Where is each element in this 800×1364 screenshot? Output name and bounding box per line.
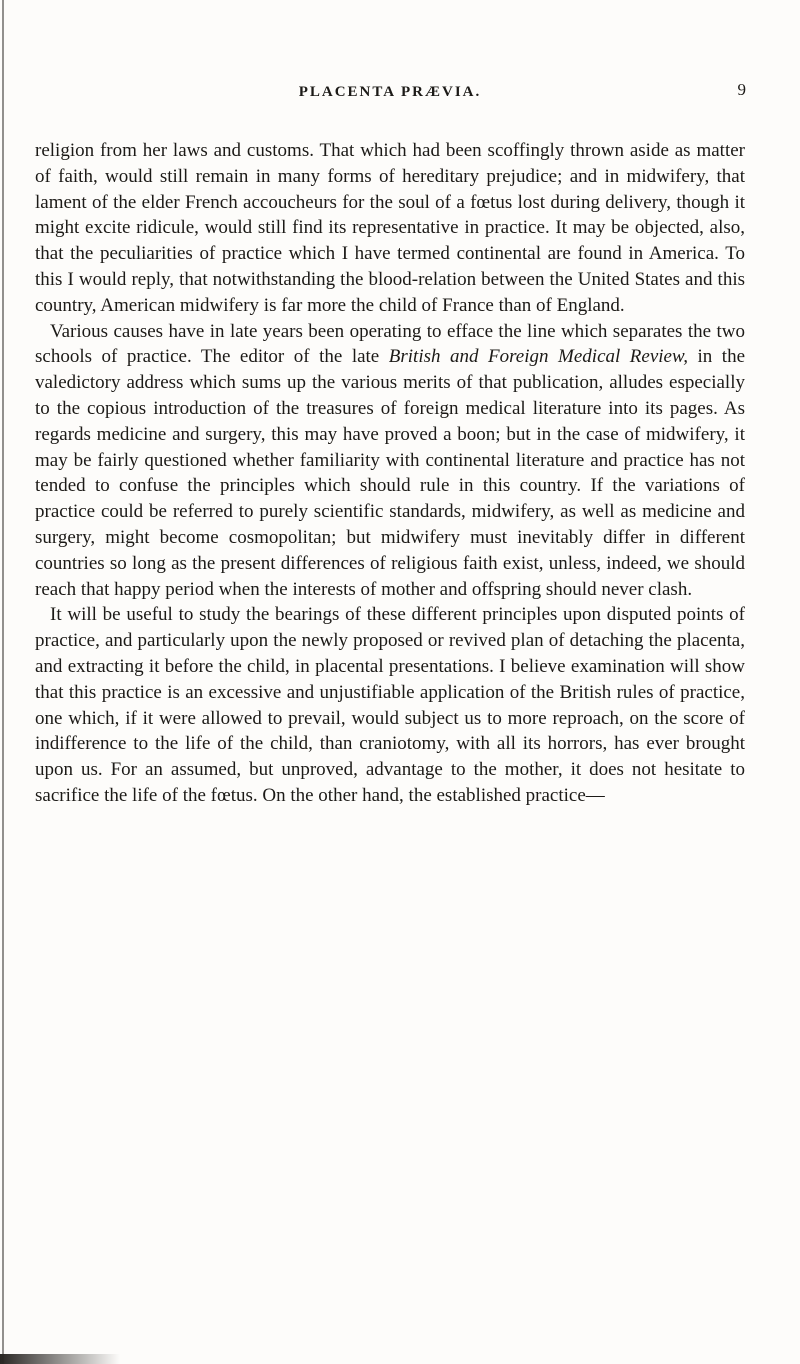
page-bottom-shadow [0, 1354, 120, 1364]
running-head: PLACENTA PRÆVIA. [298, 84, 482, 100]
paragraph-2-lead: Various causes have in late years been operating to efface the line which separates the two schools of practice. The editor of the late [35, 320, 745, 368]
paragraph-2-rest: publication, alludes especially to the copious introduction of the treasures of foreign medical literature into its pages. As regards medicine and surgery, this may have proved a boon; but in the case of midwifery, it may be fairly questioned whether familiarity with continental literature and practice has not tended to confuse the principles which should rule in this country. If the variations of practice could be referred to purely scientific standards, midwifery, as well as medicine and surgery, might become cosmopolitan; but midwifery must inevitably differ in different countries so long as the present differences of religious faith exist, unless, indeed, we should reach that happy period when the interests of mother and offspring should never clash. [35, 372, 745, 600]
page-number: 9 [737, 80, 746, 99]
page-gutter-edge [2, 0, 4, 1364]
paragraph-2-middle: in the valedictory address which sums up the various merits of that [35, 346, 746, 394]
paragraph-2 [35, 319, 745, 603]
page-header [32, 80, 748, 114]
journal-title: British and Foreign Medical Review, [388, 346, 688, 368]
paragraph-1: religion from her laws and customs. That which had been scoffingly thrown aside as matter of faith, would still remain in many forms of hereditary prejudice; and in midwifery, that lament of the elder French accoucheurs for the soul of a fœtus lost during delivery, though it might excite ridicule, would still find its representative in practice. It may be objected, also, that the peculiarities of practice which I have termed continental are found in America. To this I would reply, that notwithstanding the blood-relation between the United States and this country, American midwifery is far more the child of France than of England. [35, 140, 745, 316]
body-text [35, 138, 745, 809]
paragraph-3: It will be useful to study the bearings of these different principles upon disputed points of practice, and particularly upon the newly proposed or revived plan of detaching the placenta, and extracting it before the child, in placental presentations. I believe examination will show that this practice is an excessive and unjustifiable application of the British rules of practice, one which, if it were allowed to prevail, would subject us to more reproach, on the score of indifference to the life of the child, than craniotomy, with all its horrors, has ever brought upon us. For an assumed, but unproved, advantage to the mother, it does not hesitate to sacrifice the life of the fœtus. On the other hand, the established practice— [35, 604, 745, 806]
